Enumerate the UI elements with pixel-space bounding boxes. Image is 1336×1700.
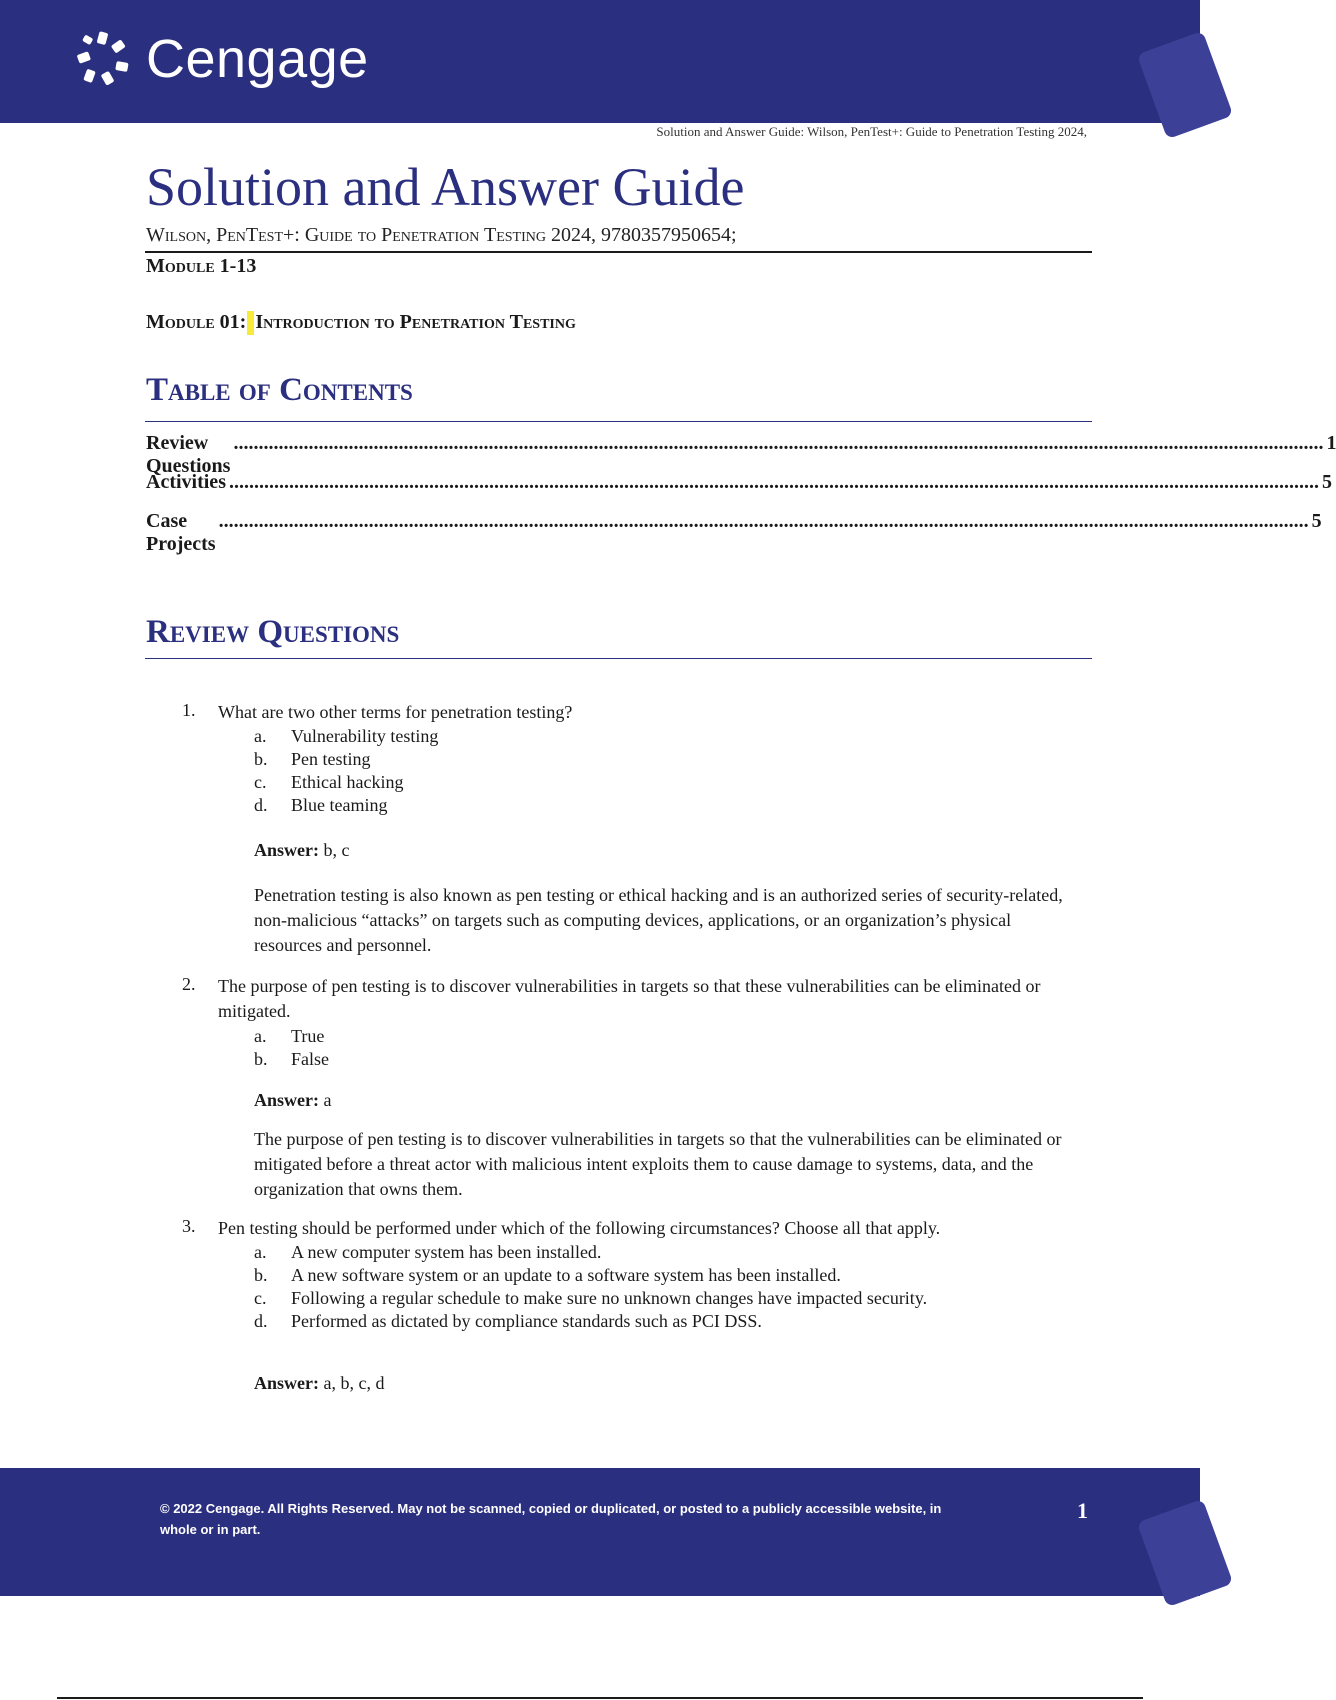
option-item bbox=[254, 794, 1200, 817]
answer-line bbox=[254, 1088, 1200, 1113]
page-footer bbox=[0, 1468, 1200, 1596]
option-text: Blue teaming bbox=[291, 795, 388, 815]
bottom-divider bbox=[57, 1697, 1143, 1699]
option-list bbox=[254, 1241, 1200, 1333]
answer-line bbox=[254, 1371, 1200, 1396]
option-letter: c. bbox=[254, 772, 267, 792]
option-item bbox=[254, 725, 1200, 748]
option-letter: b. bbox=[254, 1265, 268, 1285]
page-title: Solution and Answer Guide bbox=[146, 157, 745, 217]
option-list bbox=[254, 725, 1200, 817]
option-item bbox=[254, 1241, 1200, 1264]
module-prefix: Module 01: bbox=[146, 311, 247, 333]
module-heading bbox=[146, 311, 576, 335]
option-letter: b. bbox=[254, 749, 268, 769]
toc-entry-review-questions[interactable] bbox=[146, 432, 1336, 477]
toc-entry-page: 5 bbox=[1311, 510, 1322, 532]
option-item bbox=[254, 1025, 1200, 1048]
option-text: Ethical hacking bbox=[291, 772, 404, 792]
option-item bbox=[254, 1048, 1200, 1071]
answer-value: a bbox=[323, 1090, 332, 1110]
option-item bbox=[254, 748, 1200, 771]
answer-label: Answer: bbox=[254, 1090, 319, 1110]
question-item bbox=[0, 974, 1200, 1202]
toc-leader-dots: .......................................................................................................................................................................................................................... bbox=[228, 471, 1319, 493]
answer-explanation: Penetration testing is also known as pen testing or ethical hacking and is an authorized series of security-related, non-malicious “attacks” on targets such as computing devices, applications, or an organization’s physical resources and personnel. bbox=[254, 885, 1063, 955]
question-text: The purpose of pen testing is to discover vulnerabilities in targets so that these vulnerabilities can be eliminated or mitigated. bbox=[218, 976, 1041, 1021]
option-item bbox=[254, 1310, 1200, 1333]
toc-entry-page: 1 bbox=[1326, 432, 1336, 454]
option-text: Vulnerability testing bbox=[291, 726, 439, 746]
question-number: 3. bbox=[182, 1216, 196, 1236]
text-highlight-mark bbox=[247, 311, 254, 335]
toc-entry-case-projects[interactable] bbox=[146, 510, 1322, 555]
toc-entry-page: 5 bbox=[1321, 471, 1332, 493]
module-title: Introduction to Penetration Testing bbox=[255, 311, 576, 333]
answer-value: b, c bbox=[323, 840, 350, 860]
option-letter: d. bbox=[254, 795, 268, 815]
option-letter: a. bbox=[254, 1026, 267, 1046]
option-letter: a. bbox=[254, 726, 267, 746]
question-text: What are two other terms for penetration testing? bbox=[218, 702, 573, 722]
answer-value: a, b, c, d bbox=[323, 1373, 385, 1393]
cengage-mark-icon bbox=[74, 28, 136, 90]
option-letter: c. bbox=[254, 1288, 267, 1308]
toc-entry-label: Review Questions bbox=[146, 432, 231, 477]
toc-leader-dots: .......................................................................................................................................................................................................................... bbox=[218, 510, 1309, 532]
option-text: A new computer system has been installed. bbox=[291, 1242, 602, 1262]
table-of-contents bbox=[146, 432, 1336, 555]
answer-label: Answer: bbox=[254, 840, 319, 860]
page-number: 1 bbox=[1077, 1498, 1088, 1523]
cengage-logo bbox=[74, 28, 369, 90]
page-header bbox=[0, 0, 1200, 123]
brand-name: Cengage bbox=[146, 29, 369, 89]
option-text: A new software system or an update to a software system has been installed. bbox=[291, 1265, 841, 1285]
answer-label: Answer: bbox=[254, 1373, 319, 1393]
option-text: True bbox=[291, 1026, 325, 1046]
question-text: Pen testing should be performed under which of the following circumstances? Choose all that apply. bbox=[218, 1218, 941, 1238]
corner-decoration bbox=[1137, 1499, 1234, 1608]
option-item bbox=[254, 1264, 1200, 1287]
module-range: Module 1-13 bbox=[146, 255, 257, 277]
option-letter: a. bbox=[254, 1242, 267, 1262]
option-letter: b. bbox=[254, 1049, 268, 1069]
answer-line bbox=[254, 838, 1200, 863]
toc-entry-label: Case Projects bbox=[146, 510, 216, 555]
question-item bbox=[0, 700, 1200, 958]
running-head: Solution and Answer Guide: Wilson, PenTest+: Guide to Penetration Testing 2024, bbox=[656, 124, 1087, 139]
toc-entry-activities[interactable] bbox=[146, 471, 1332, 510]
toc-divider bbox=[145, 421, 1092, 422]
option-text: Performed as dictated by compliance standards such as PCI DSS. bbox=[291, 1311, 762, 1331]
question-item bbox=[0, 1216, 1200, 1396]
option-item bbox=[254, 1287, 1200, 1310]
answer-explanation: The purpose of pen testing is to discover vulnerabilities in targets so that the vulnerabilities can be eliminated or mitigated before a threat actor with malicious intent exploits them to cause damage to systems, data, and the organization that owns them. bbox=[254, 1129, 1062, 1199]
option-text: Pen testing bbox=[291, 749, 371, 769]
option-list bbox=[254, 1025, 1200, 1071]
review-questions-heading: Review Questions bbox=[146, 614, 400, 650]
toc-entry-label: Activities bbox=[146, 471, 226, 493]
subtitle-divider bbox=[145, 251, 1092, 253]
option-item bbox=[254, 771, 1200, 794]
review-questions-divider bbox=[145, 658, 1092, 659]
option-text: False bbox=[291, 1049, 329, 1069]
toc-leader-dots: .......................................................................................................................................................................................................................... bbox=[233, 432, 1324, 454]
book-subtitle: Wilson, PenTest+: Guide to Penetration Testing 2024, 9780357950654; bbox=[146, 224, 737, 246]
option-text: Following a regular schedule to make sure no unknown changes have impacted security. bbox=[291, 1288, 928, 1308]
option-letter: d. bbox=[254, 1311, 268, 1331]
question-number: 1. bbox=[182, 700, 196, 720]
toc-heading: Table of Contents bbox=[146, 372, 413, 408]
question-number: 2. bbox=[182, 974, 196, 994]
corner-decoration bbox=[1137, 31, 1234, 140]
copyright-notice: © 2022 Cengage. All Rights Reserved. May not be scanned, copied or duplicated, or posted to a publicly accessible website, in whole or in part. bbox=[160, 1501, 942, 1537]
review-questions-list bbox=[0, 700, 1200, 1396]
